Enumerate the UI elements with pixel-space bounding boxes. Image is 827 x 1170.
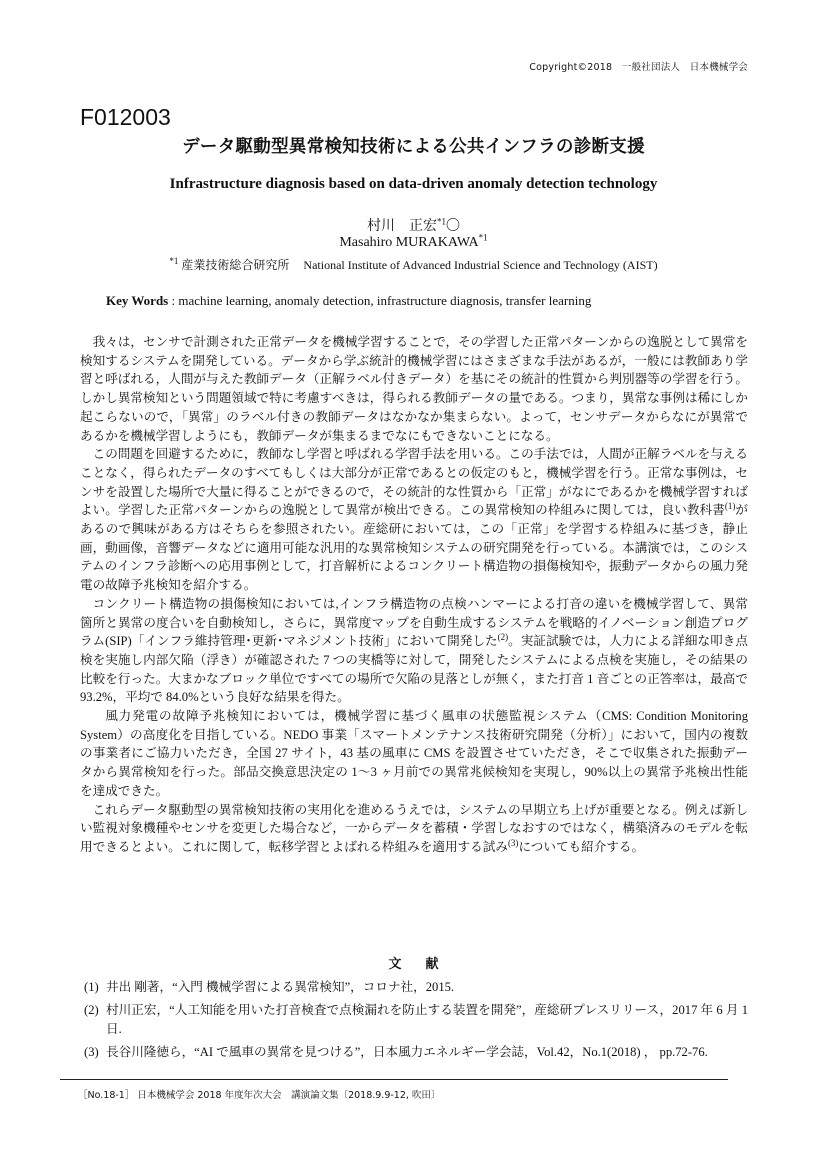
citation-3: (3) bbox=[507, 837, 519, 848]
title-english: Infrastructure diagnosis based on data-driven anomaly detection technology bbox=[169, 176, 658, 192]
presenter-mark: 〇 bbox=[446, 219, 460, 234]
copyright-notice: Copyright©2018 一般社団法人 日本機械学会 bbox=[529, 62, 748, 73]
keywords bbox=[106, 293, 591, 309]
author-english bbox=[0, 232, 827, 251]
references-list bbox=[84, 978, 748, 1066]
keywords-list: : machine learning, anomaly detection, infrastructure diagnosis, transfer learning bbox=[168, 293, 592, 308]
author-en-mark: *1 bbox=[478, 232, 488, 243]
paragraph-5 bbox=[80, 801, 748, 857]
reference-text: 長谷川隆徳ら，“AI で風車の異常を見つける”，日本風力エネルギー学会誌，Vol.42，No.1(2018) ， pp.72-76. bbox=[106, 1045, 708, 1059]
paragraph-5-text-a: これらデータ駆動型の異常検知技術の実用化を進めるうえでは，システムの早期立ち上げが重要となる。例えば新しい監視対象機種やセンサを変更した場合など，一からデータを蓄積・学習しなおすのではなく，構築済みのモデルを転用できるとよい。これに関して，転移学習とよばれる枠組みを適用する試み bbox=[80, 802, 748, 854]
title-japanese: データ駆動型異常検知技術による公共インフラの診断支援 bbox=[182, 137, 645, 157]
paragraph-2 bbox=[80, 445, 748, 595]
author-japanese bbox=[0, 215, 827, 235]
paragraph-2-text-b: があるので興味がある方はそちらを参照されたい。産総研においては，この「正常」を学習する枠組みに基づき，静止画，動画像，音響データなどに適用可能な汎用的な異常検知システムの研究開発を行っている。本講演では，このシステムのインフラ診断への応用事例として，打音解析によるコンクリート構造物の損傷検知や，振動データからの風力発電の故障予兆検知を紹介する。 bbox=[80, 503, 749, 593]
reference-number: (2) bbox=[84, 1003, 99, 1017]
reference-item bbox=[84, 978, 748, 997]
reference-item bbox=[84, 1001, 748, 1039]
author-ja-name: 村川 正宏 bbox=[367, 219, 437, 234]
references-heading: 文献 bbox=[388, 956, 463, 971]
paragraph-3 bbox=[80, 595, 748, 707]
reference-item bbox=[84, 1043, 748, 1062]
paragraph-3-text-b: 。実証試験では，人力による詳細な叩き点検を実施し内部欠陥（浮き）が確認された 7 つの実橋等に対して，開発したシステムによる点検を実施し，その結果の比較を行った。大まかなブロック単位ですべての場所で欠陥の見落としが無く，また打音 1 音ごとの正答率は，最高で 93.2%，平均で 84.0%という良好な結果を得た。 bbox=[80, 634, 749, 705]
reference-number: (1) bbox=[84, 980, 99, 994]
citation-1: (1) bbox=[724, 501, 736, 512]
paragraph-1: 我々は，センサで計測された正常データを機械学習することで，その学習した正常パターンからの逸脱として異常を検知するシステムを開発している。データから学ぶ統計的機械学習にはさまざまな手法があるが，一般には教師あり学習と呼ばれる，人間が与えた教師データ（正解ラベル付きデータ）を基にその統計的性質から判別器等の学習を行う。しかし異常検知という問題領域で特に考慮すべきは，得られる教師データの量である。つまり，異常な事例は稀にしか起こらないので，「異常」のラベル付きの教師データはなかなか集まらない。よって，センサデータからなにが異常であるかを機械学習しようにも，教師データが集まるまでなにもできないことになる。 bbox=[80, 335, 748, 443]
affiliation-english: National Institute of Advanced Industrial Science and Technology (AIST) bbox=[303, 258, 658, 272]
reference-text: 村川正宏，“人工知能を用いた打音検査で点検漏れを防止する装置を開発”，産総研プレスリリース，2017 年 6 月 1 日. bbox=[106, 1003, 748, 1036]
paragraph-2-text-a: この問題を回避するために，教師なし学習と呼ばれる学習手法を用いる。この手法では，人間が正解ラベルを与えることなく，得られたデータのすべてもしくは大部分が正常であるとの仮定のもと，機械学習を行う。正常な事例は，センサを設置した場所で大量に得ることができるので，その統計的な性質から「正常」がなにであるかを機械学習すればよい。学習した正常パターンからの逸脱として異常が検出できる。この異常検知の枠組みに関しては，良い教科書 bbox=[80, 447, 749, 518]
affiliation-mark: *1 bbox=[169, 256, 179, 266]
keywords-label: Key Words bbox=[106, 293, 169, 308]
paragraph-5-text-b: についても紹介する。 bbox=[518, 839, 645, 854]
affiliation bbox=[0, 256, 827, 273]
citation-2: (2) bbox=[497, 632, 509, 643]
reference-number: (3) bbox=[84, 1045, 99, 1059]
affiliation-japanese: 産業技術総合研究所 bbox=[181, 258, 290, 272]
paper-id: F012003 bbox=[80, 104, 171, 130]
body-text bbox=[80, 333, 748, 857]
footer-citation: ［No.18-1］ 日本機械学会 2018 年度年次大会 講演論文集〔2018.9.9-12, 吹田〕 bbox=[78, 1090, 441, 1101]
author-en-name: Masahiro MURAKAWA bbox=[339, 235, 479, 250]
paragraph-3-text-a: コンクリート構造物の損傷検知においては,インフラ構造物の点検ハンマーによる打音の違いを機械学習して、異常箇所と異常の度合いを自動検知し，さらに，異常度マップを自動生成するシステムを戦略的イノベーション創造プログラム(SIP)「インフラ維持管理･更新･マネジメント技術」において開発した bbox=[80, 596, 748, 649]
footer-divider bbox=[60, 1079, 728, 1080]
author-ja-mark: *1 bbox=[437, 216, 446, 227]
reference-text: 井出 剛著，“入門 機械学習による異常検知”，コロナ社，2015. bbox=[106, 980, 455, 994]
paragraph-4: 風力発電の故障予兆検知においては，機械学習に基づく風車の状態監視システム（CMS: Condition Monitoring System）の高度化を目指している。NEDO 事業「スマートメンテナンス技術研究開発（分析）」において，国内の複数の事業者にご協力いただき，全国 27 サイト，43 基の風車に CMS を設置させていただき，そこで収集された振動データから異常検知を行った。部品交換意思決定の 1〜3 ヶ月前での異常兆候検知を実現し，90%以上の異常予兆検出性能を達成できた。 bbox=[80, 709, 748, 798]
